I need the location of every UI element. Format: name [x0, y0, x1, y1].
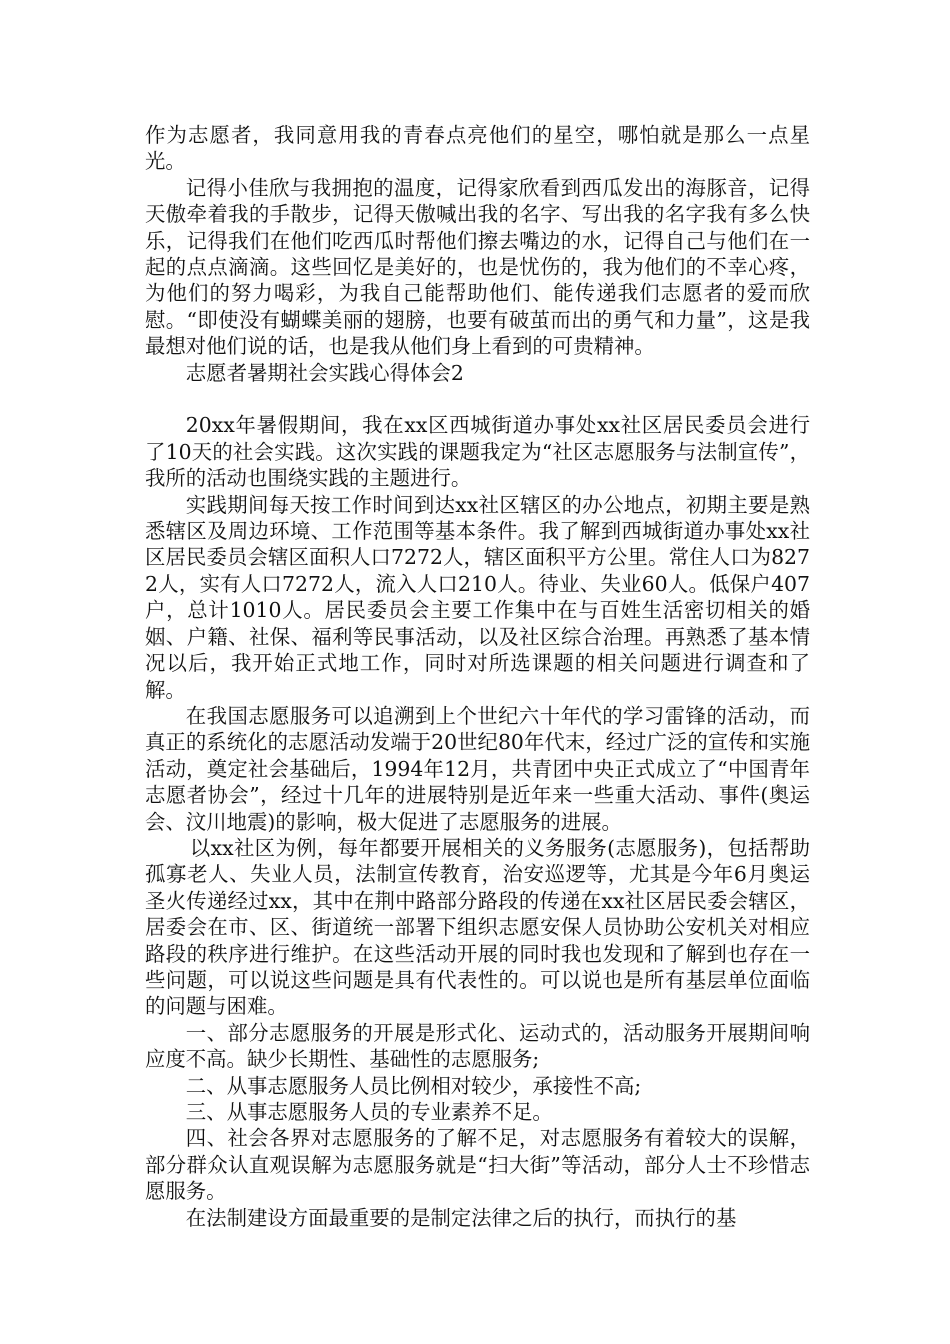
paragraph-6: 以xx社区为例，每年都要开展相关的义务服务(志愿服务)，包括帮助孤寡老人、失业人员，法制宣传教育，治安巡逻等，尤其是今年6月奥运圣火传递经过xx，其中在荆中路部分路段的传递在xx社区居民委会辖区，居委会在市、区、街道统一部署下组织志愿安保人员协助公安机关对相应路段的秩序进行维护。在这些活动开展的同时我也发现和了解到也存在一些问题，可以说这些问题是具有代表性的。可以说也是所有基层单位面临的问题与困难。	[145, 835, 810, 1019]
paragraph-9: 三、从事志愿服务人员的专业素养不足。	[185, 1100, 553, 1125]
paragraph-7: 一、部分志愿服务的开展是形式化、运动式的，活动服务开展期间响应度不高。缺少长期性、基础性的志愿服务;	[145, 1020, 810, 1072]
paragraph-4: 实践期间每天按工作时间到达xx社区辖区的办公地点，初期主要是熟悉辖区及周边环境、工作范围等基本条件。我了解到西城街道办事处xx社区居民委员会辖区面积人口7272人，辖区面积平方公里。常住人口为8272人，实有人口7272人，流入人口210人。待业、失业60人。低保户407户，总计1010人。居民委员会主要工作集中在与百姓生活密切相关的婚姻、户籍、社保、福利等民事活动，以及社区综合治理。再熟悉了基本情况以后，我开始正式地工作，同时对所选课题的相关问题进行调查和了解。	[145, 492, 810, 702]
blank-line	[145, 386, 810, 412]
paragraph-8: 二、从事志愿服务人员比例相对较少，承接性不高;	[185, 1073, 642, 1098]
section-heading: 志愿者暑期社会实践心得体会2	[185, 360, 464, 385]
paragraph-1: 作为志愿者，我同意用我的青春点亮他们的星空，哪怕就是那么一点星光。	[145, 123, 810, 174]
paragraph-5: 在我国志愿服务可以追溯到上个世纪六十年代的学习雷锋的活动，而真正的系统化的志愿活动发端于20世纪80年代末，经过广泛的宣传和实施活动，奠定社会基础后，1994年12月，共青团中央正式成立了“中国青年志愿者协会”，经过十几年的进展特别是近年来一些重大活动、事件(奥运会、汶川地震)的影响，极大促进了志愿服务的进展。	[145, 703, 810, 834]
paragraph-2: 记得小佳欣与我拥抱的温度，记得家欣看到西瓜发出的海豚音，记得天傲牵着我的手散步，记得天傲喊出我的名字、写出我的名字我有多么快乐，记得我们在他们吃西瓜时帮他们擦去嘴边的水，记得自己与他们在一起的点点滴滴。这些回忆是美好的，也是忧伤的，我为他们的不幸心疼，为他们的努力喝彩，为我自己能帮助他们、能传递我们志愿者的爱而欣慰。“即使没有蝴蝶美丽的翅膀，也要有破茧而出的勇气和力量”，这是我最想对他们说的话，也是我从他们身上看到的可贵精神。	[145, 175, 810, 359]
paragraph-3: 20xx年暑假期间，我在xx区西城街道办事处xx社区居民委员会进行了10天的社会实践。这次实践的课题我定为“社区志愿服务与法制宣传”，我所的活动也围绕实践的主题进行。	[145, 413, 810, 491]
paragraph-11: 在法制建设方面最重要的是制定法律之后的执行，而执行的基	[185, 1205, 737, 1230]
paragraph-10: 四、社会各界对志愿服务的了解不足，对志愿服务有着较大的误解，部分群众认直观误解为志愿服务就是“扫大街”等活动，部分人士不珍惜志愿服务。	[145, 1126, 810, 1204]
document-page	[145, 122, 810, 1231]
